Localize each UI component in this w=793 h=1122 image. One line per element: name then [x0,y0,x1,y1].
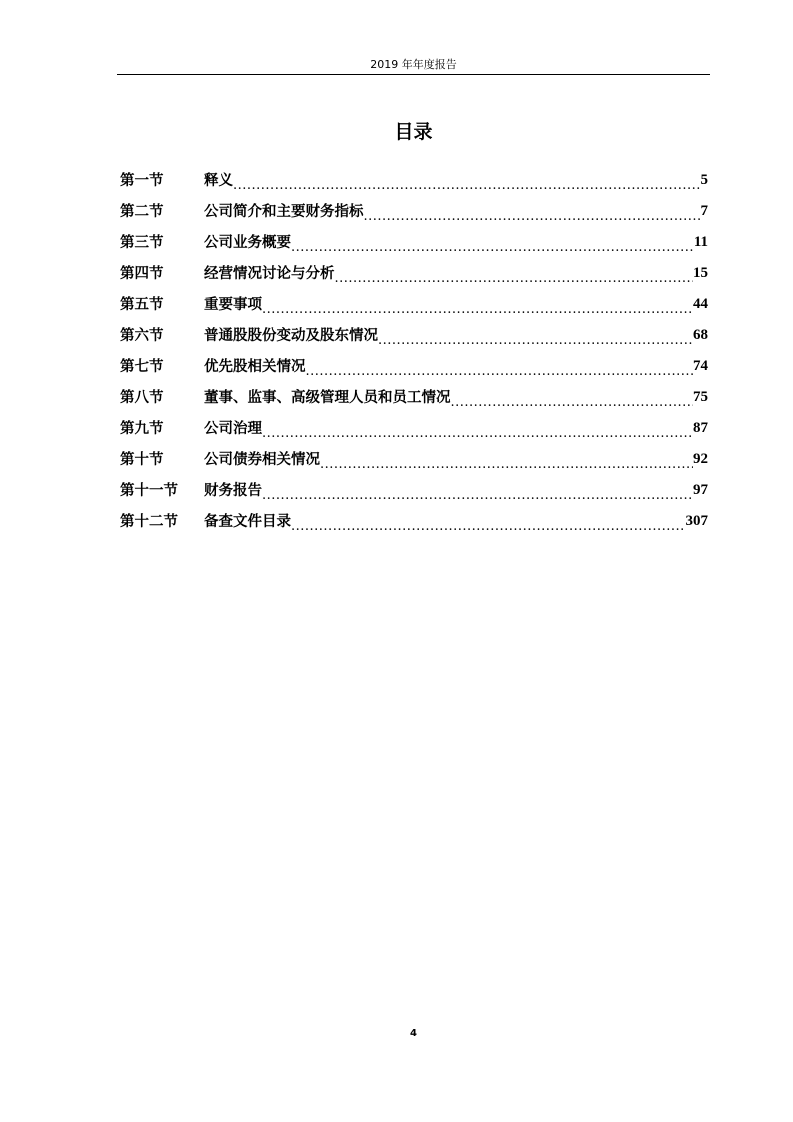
toc-section-number: 第三节 [120,234,164,251]
toc-dot-leader [233,165,701,196]
toc-entry[interactable] [120,227,708,258]
toc-section-title: 备查文件目录 [204,513,291,530]
toc-section-title: 公司业务概要 [204,234,291,251]
toc-entry[interactable] [120,444,708,475]
toc-entry[interactable] [120,320,708,351]
toc-page-number: 68 [693,327,708,343]
toc-page-number: 11 [693,234,708,250]
toc-section-number: 第十一节 [120,482,178,499]
toc-section-number: 第五节 [120,296,164,313]
toc-section-number: 第一节 [120,172,164,189]
toc-page-number: 5 [700,172,708,188]
toc-page-number: 75 [693,389,708,405]
toc-entry[interactable] [120,382,708,413]
toc-dot-leader [451,382,694,413]
toc-page-number: 74 [693,358,708,374]
toc-section-number: 第九节 [120,420,164,437]
toc-title: 目录 [394,121,433,143]
toc-section-title: 公司债券相关情况 [204,451,320,468]
toc-dot-leader [335,258,694,289]
toc-dot-leader [291,227,694,258]
toc-entry[interactable] [120,258,708,289]
header-rule [117,74,710,75]
toc-page-number: 87 [693,420,708,436]
toc-page-number: 44 [693,296,708,312]
toc-section-number: 第八节 [120,389,164,406]
toc-page-number: 97 [693,482,708,498]
toc-section-title: 优先股相关情况 [204,358,306,375]
toc-list [120,165,708,537]
page-number: 4 [410,1028,417,1039]
toc-dot-leader [378,320,693,351]
toc-entry[interactable] [120,289,708,320]
running-header: 2019 年年度报告 [370,58,457,71]
toc-dot-leader [320,444,693,475]
toc-page-number: 92 [693,451,708,467]
toc-entry[interactable] [120,506,708,537]
toc-dot-leader [364,196,701,227]
toc-entry[interactable] [120,413,708,444]
toc-entry[interactable] [120,165,708,196]
toc-page-number: 307 [685,513,708,529]
toc-section-number: 第十节 [120,451,164,468]
toc-page-number: 15 [693,265,708,281]
toc-section-number: 第七节 [120,358,164,375]
toc-page-number: 7 [700,203,708,219]
toc-dot-leader [262,413,693,444]
toc-section-title: 公司简介和主要财务指标 [204,203,364,220]
toc-section-title: 财务报告 [204,482,262,499]
toc-section-number: 第二节 [120,203,164,220]
toc-dot-leader [262,289,693,320]
toc-section-title: 普通股股份变动及股东情况 [204,327,378,344]
toc-entry[interactable] [120,351,708,382]
toc-dot-leader [291,506,686,537]
toc-section-title: 公司治理 [204,420,262,437]
toc-dot-leader [306,351,694,382]
toc-section-title: 董事、监事、高级管理人员和员工情况 [204,389,451,406]
toc-entry[interactable] [120,475,708,506]
toc-dot-leader [262,475,693,506]
toc-section-title: 重要事项 [204,296,262,313]
toc-section-number: 第四节 [120,265,164,282]
toc-section-number: 第六节 [120,327,164,344]
toc-section-title: 经营情况讨论与分析 [204,265,335,282]
toc-entry[interactable] [120,196,708,227]
toc-section-number: 第十二节 [120,513,178,530]
toc-section-title: 释义 [204,172,233,189]
